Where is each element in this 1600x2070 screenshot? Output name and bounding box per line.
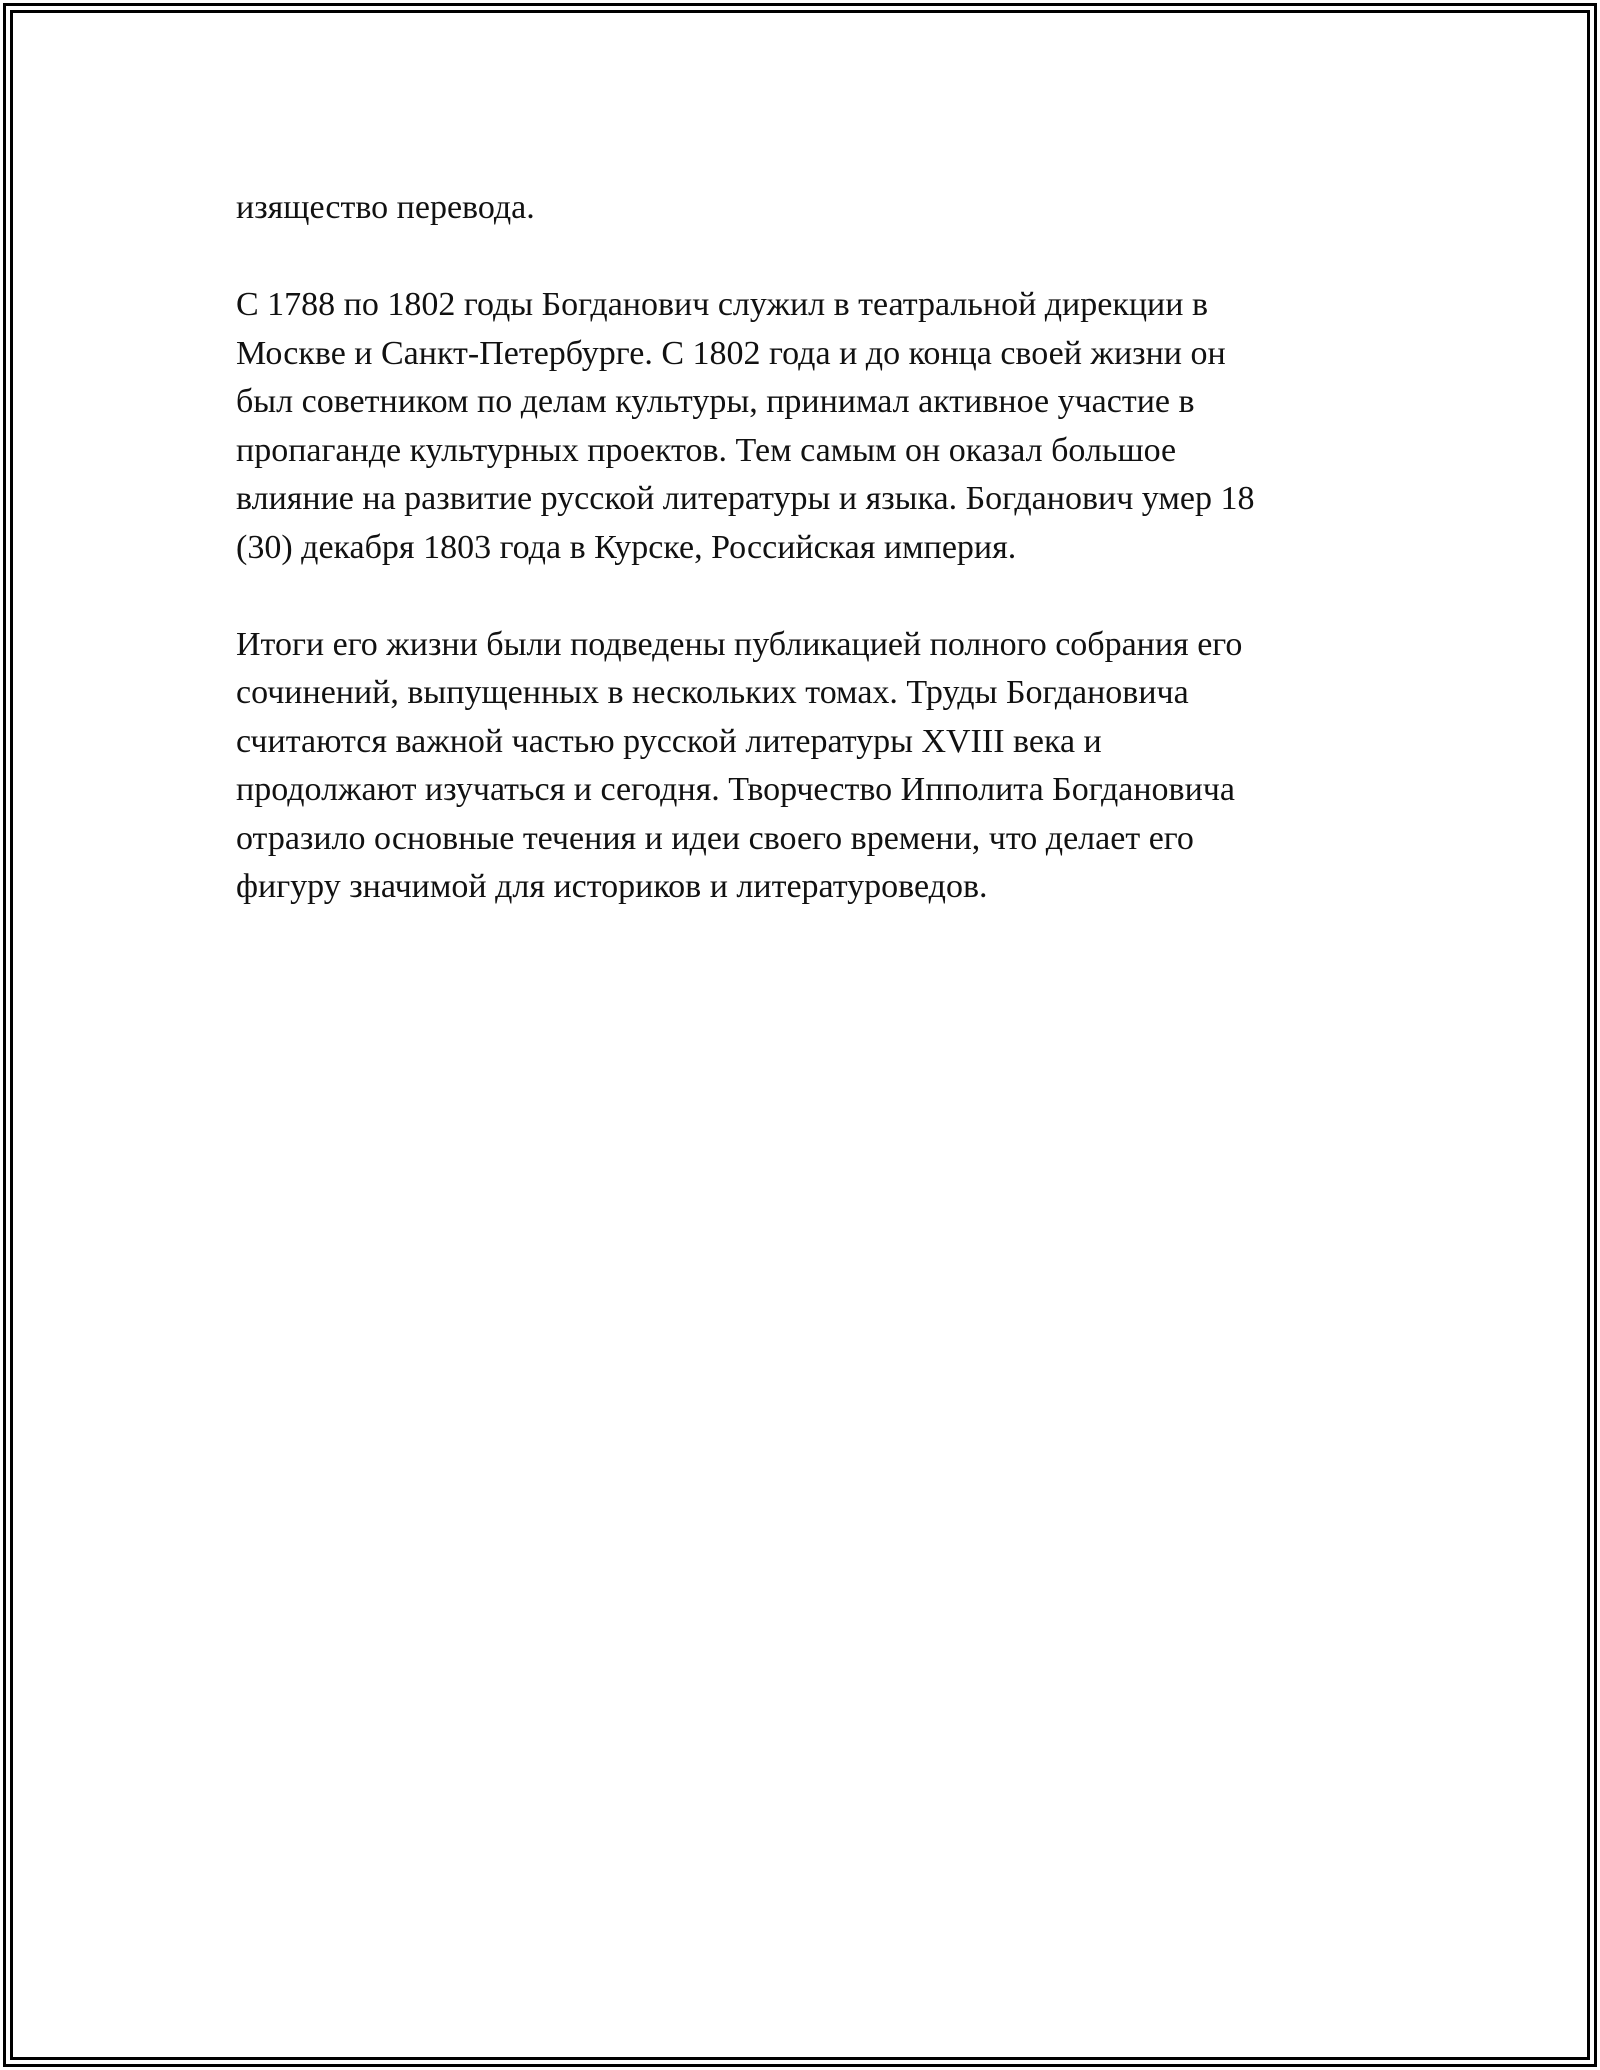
paragraph-continuation: изящество перевода. (236, 189, 535, 226)
paragraph-career: С 1788 по 1802 годы Богданович служил в театральной дирекции в Москве и Санкт-Петербурге. С 1802 года и до конца своей жизни он был советником по делам культуры, принимал активное участие в пропаганде культурных проектов. Тем самым он оказал большое влияние на развитие русской литературы и языка. Богданович умер 18 (30) декабря 1803 года в Курске, Российская империя. (236, 286, 1255, 566)
document-body (236, 184, 1366, 960)
paragraph-legacy: Итоги его жизни были подведены публикацией полного собрания его сочинений, выпущенных в нескольких томах. Труды Богдановича считаются важной частью русской литературы XVIII века и продолжают изучаться и сегодня. Творчество Ипполита Богдановича отразило основные течения и идеи своего времени, что делает его фигуру значимой для историков и литературоведов. (236, 625, 1243, 905)
